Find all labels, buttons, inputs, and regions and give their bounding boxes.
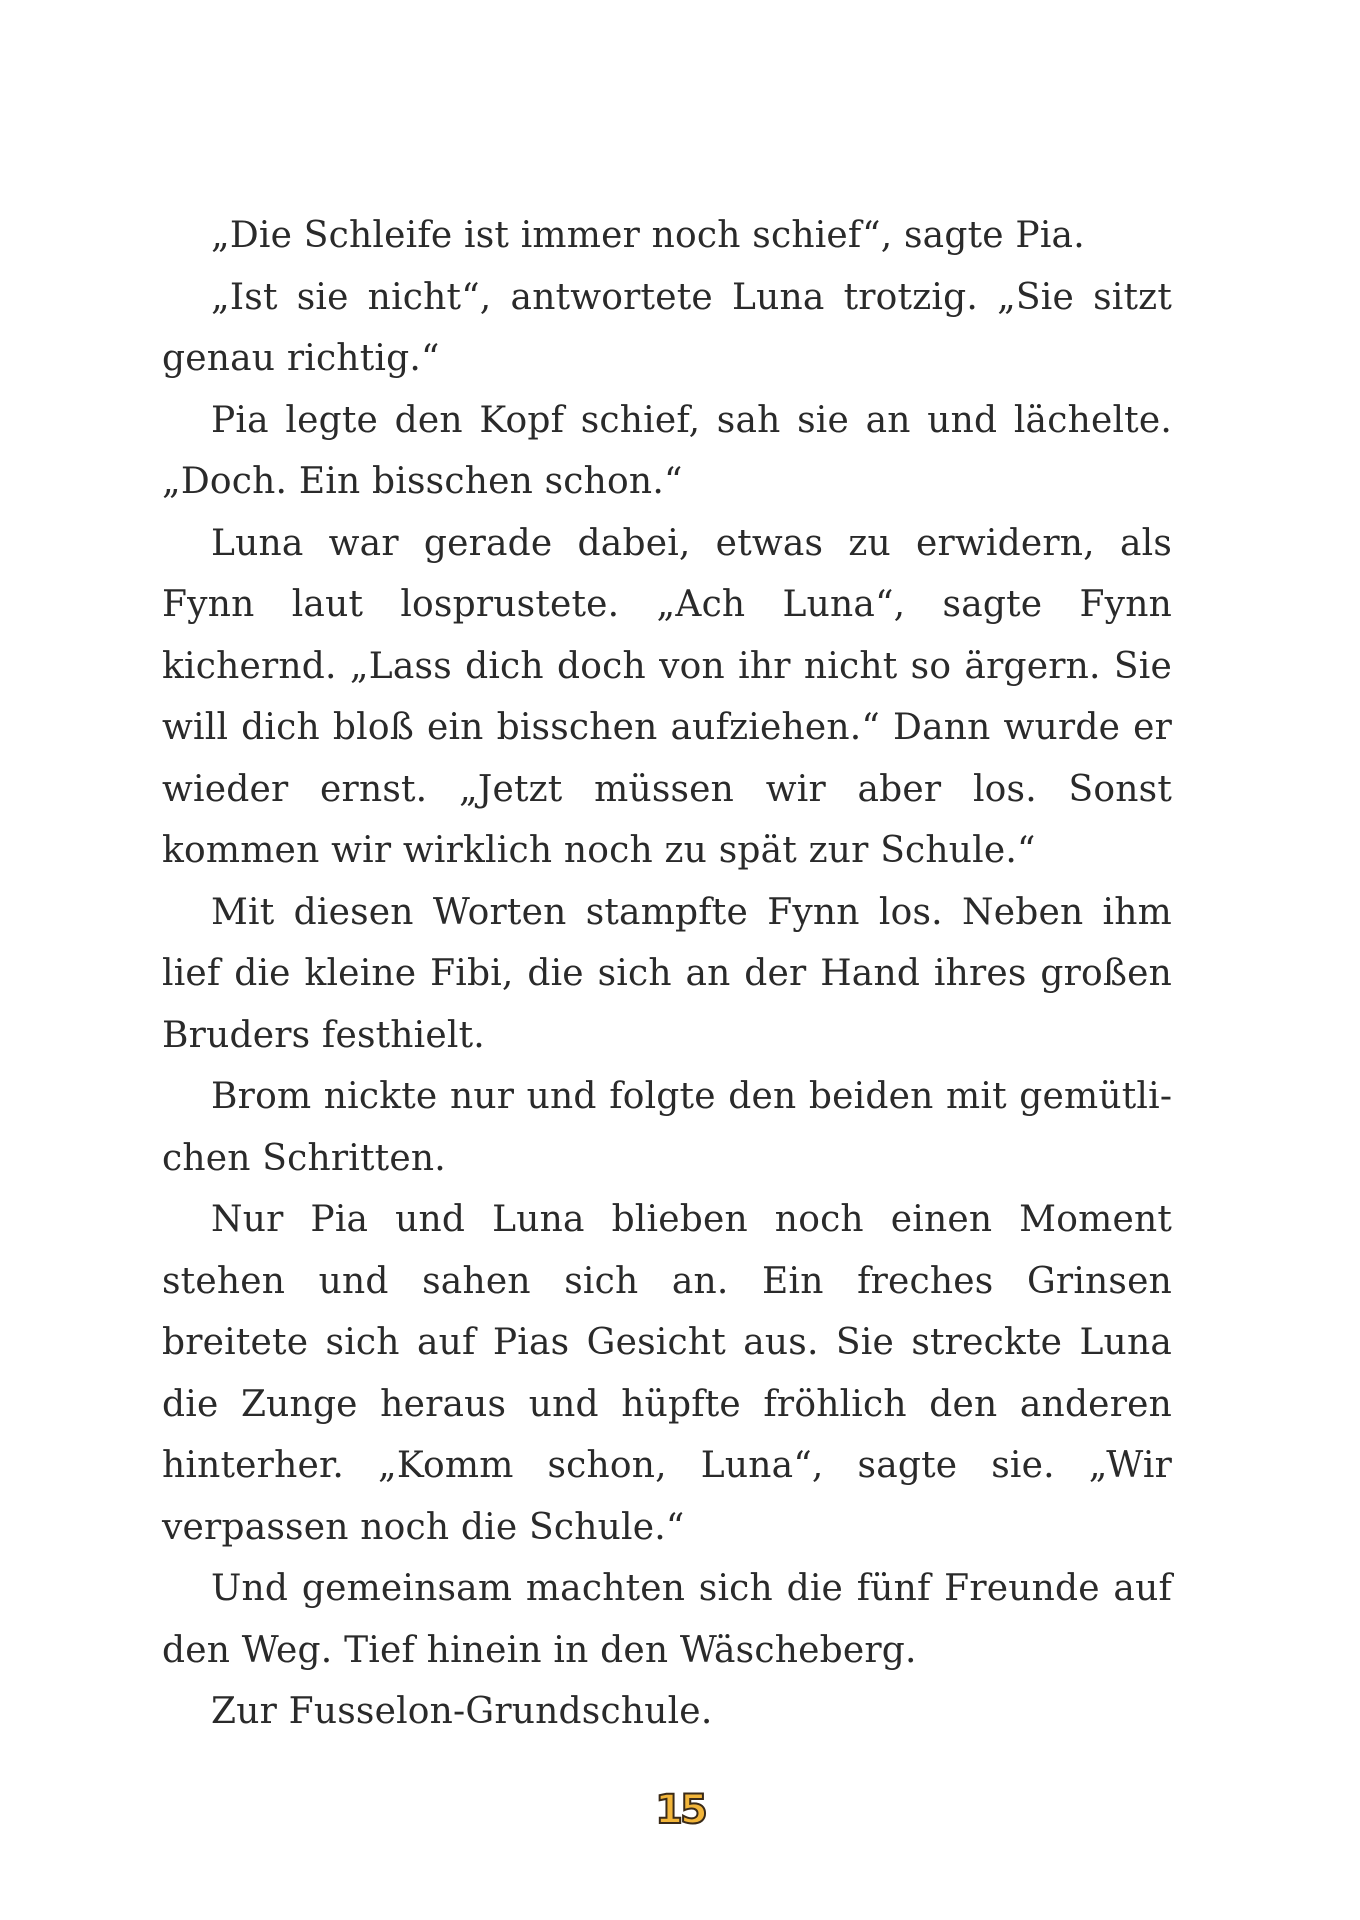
paragraph: Zur Fusselon-Grundschule. (211, 1691, 713, 1732)
paragraph: „Ist sie nicht“, antwortete Luna trotzig. „Sie sitzt genau richtig.“ (162, 276, 1172, 379)
paragraph: Und gemeinsam machten sich die fünf Freunde auf den Weg. Tief hinein in den Wäscheberg. (162, 1568, 1172, 1671)
body-text (162, 205, 1172, 1743)
paragraph: „Die Schleife ist immer noch schief“, sagte Pia. (211, 215, 1085, 256)
page-number: 15 (655, 1787, 705, 1833)
paragraph: Brom nickte nur und folgte den beiden mit gemütlichen Schritten. (162, 1076, 1172, 1179)
paragraph: Nur Pia und Luna blieben noch einen Moment stehen und sahen sich an. Ein freches Grinsen breitete sich auf Pias Gesicht aus. Sie streckte Luna die Zunge heraus und hüpfte fröhlich den anderen hinterher. „Komm schon, Luna“, sagte sie. „Wir verpassen noch die Schule.“ (162, 1199, 1172, 1548)
paragraph: Pia legte den Kopf schief, sah sie an und lächelte. „Doch. Ein bisschen schon.“ (162, 399, 1172, 502)
paragraph: Luna war gerade dabei, etwas zu erwidern, als Fynn laut losprustete. „Ach Luna“, sagte Fynn kichernd. „Lass dich doch von ihr nicht so ärgern. Sie will dich bloß ein bisschen aufziehen.“ Dann wurde er wieder ernst. „Jetzt müssen wir aber los. Sonst kommen wir wirklich noch zu spät zur Schule.“ (162, 522, 1172, 871)
paragraph: Mit diesen Worten stampfte Fynn los. Neben ihm lief die kleine Fibi, die sich an der Hand ihres großen Bruders festhielt. (162, 891, 1172, 1056)
